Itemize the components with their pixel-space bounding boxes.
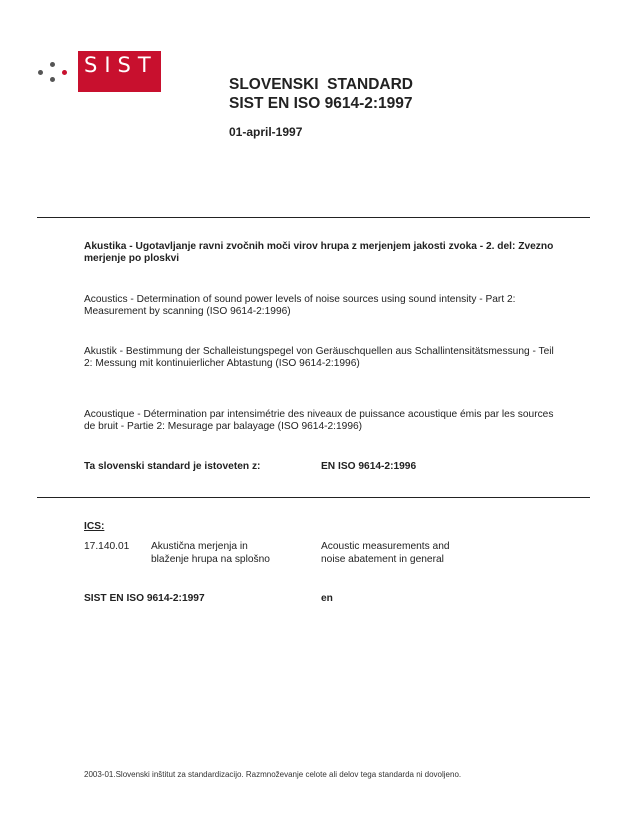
title-french: Acoustique - Détermination par intensimétrie des niveaux de puissance acoustique émis par les sources de bruit - Partie 2: Mesurage par balayage (ISO 9614-2:1996)	[84, 409, 554, 432]
header-title: SLOVENSKI STANDARD	[229, 76, 414, 93]
ics-code: 17.140.01	[84, 541, 130, 552]
identical-value: EN ISO 9614-2:1996	[321, 461, 417, 472]
logo-dot	[50, 62, 55, 67]
title-english: Acoustics - Determination of sound power levels of noise sources using sound intensity - Part 2: Measurement by scanning (ISO 9614-2:1996)	[84, 294, 516, 317]
identical-label: Ta slovenski standard je istoveten z:	[84, 461, 261, 472]
title-slovenian: Akustika - Ugotavljanje ravni zvočnih moči virov hrupa z merjenjem jakosti zvoka - 2. del: Zvezno merjenje po ploskvi	[84, 241, 554, 264]
divider-bottom	[37, 497, 590, 498]
logo-dot	[38, 70, 43, 75]
standard-id: SIST EN ISO 9614-2:1997	[229, 95, 413, 112]
title-german: Akustik - Bestimmung der Schalleistungspegel von Geräuschquellen aus Schallintensitätsmessung - Teil 2: Messung mit kontinuierlicher Abtastung (ISO 9614-2:1996)	[84, 346, 554, 369]
logo-dot	[50, 77, 55, 82]
logo-dot	[62, 70, 67, 75]
ics-heading: ICS:	[84, 521, 105, 532]
divider-top	[37, 217, 590, 218]
ics-english-line1: Acoustic measurements and	[321, 541, 450, 552]
language-code: en	[321, 593, 333, 604]
ics-slovenian-line2: blaženje hrupa na splošno	[151, 554, 270, 565]
footer-copyright: 2003-01.Slovenski inštitut za standardizacijo. Razmnoževanje celote ali delov tega standarda ni dovoljeno.	[84, 770, 462, 779]
standard-reference: SIST EN ISO 9614-2:1997	[84, 593, 205, 604]
ics-slovenian-line1: Akustična merjenja in	[151, 541, 248, 552]
publication-date: 01-april-1997	[229, 125, 303, 139]
logo-text: SIST	[84, 53, 158, 77]
ics-english-line2: noise abatement in general	[321, 554, 444, 565]
